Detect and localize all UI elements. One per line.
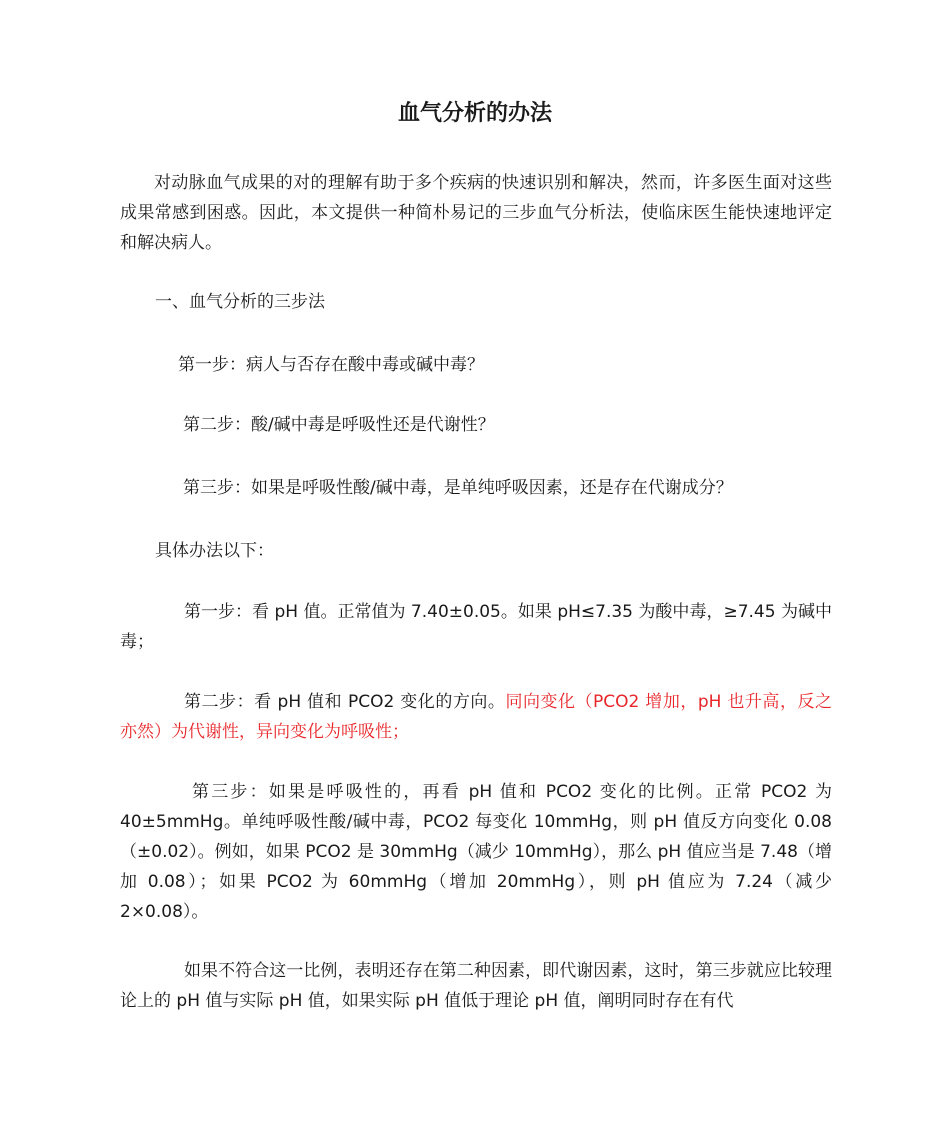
detail-step-3: 第三步：如果是呼吸性的，再看 pH 值和 PCO2 变化的比例。正常 PCO2 为 40±5mmHg。单纯呼吸性酸/碱中毒，PCO2 每变化 10mmHg，则 pH 值反方向变化 0.08（±0.02）。例如，如果 PCO2 是 30mmHg（减少 10mmHg），那么 pH 值应当是 7.48（增加 0.08）；如果 PCO2 为 60mmHg（增加 20mmHg），则 pH 值应为 7.24（减少 2×0.08）。 <box>120 782 832 922</box>
page-title: 血气分析的办法 <box>397 101 552 126</box>
detail-step-2-highlight: 同向变化（PCO2 增加，pH 也升高，反之亦然）为代谢性，异向变化为呼吸性； <box>120 692 833 742</box>
step-1-summary: 第一步：病人与否存在酸中毒或碱中毒？ <box>178 355 484 375</box>
method-intro: 具体办法以下： <box>155 541 274 561</box>
step-2-summary: 第二步：酸/碱中毒是呼吸性还是代谢性？ <box>183 415 495 435</box>
detail-step-2-text: 第二步：看 pH 值和 PCO2 变化的方向。 <box>184 692 506 712</box>
section-heading: 一、血气分析的三步法 <box>155 292 325 312</box>
intro-paragraph: 对动脉血气成果的对的理解有助于多个疾病的快速识别和解决，然而，许多医生面对这些成果常感到困惑。因此，本文提供一种简朴易记的三步血气分析法，使临床医生能快速地评定和解决病人。 <box>120 173 832 253</box>
detail-step-2 <box>120 687 832 747</box>
step-3-summary: 第三步：如果是呼吸性酸/碱中毒，是单纯呼吸因素，还是存在代谢成分？ <box>183 478 733 498</box>
detail-paragraph-4: 如果不符合这一比例，表明还存在第二种因素，即代谢因素，这时，第三步就应比较理论上的 pH 值与实际 pH 值，如果实际 pH 值低于理论 pH 值，阐明同时存在有代 <box>120 961 832 1011</box>
detail-step-1: 第一步：看 pH 值。正常值为 7.40±0.05。如果 pH≤7.35 为酸中毒，≥7.45 为碱中毒； <box>120 602 832 652</box>
